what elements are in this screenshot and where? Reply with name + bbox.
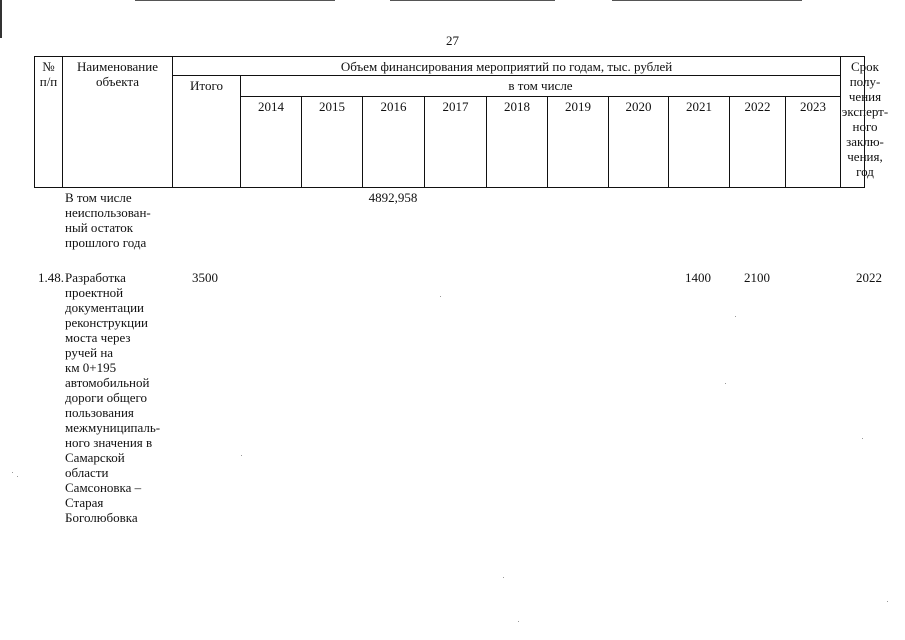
scan-noise — [503, 577, 504, 578]
header-year: 2015 — [319, 99, 345, 114]
scan-noise — [518, 621, 519, 622]
header-including: в том числе — [508, 78, 573, 93]
scan-noise — [241, 455, 242, 456]
header-year: 2019 — [565, 99, 591, 114]
scan-edge-line — [135, 0, 335, 1]
header-year: 2022 — [744, 99, 771, 114]
row-value-2016: 4892,958 — [368, 190, 418, 205]
header-year: 2020 — [625, 99, 652, 114]
header-deadline: Срок полу- чения эксперт- ного заклю- чения, год — [841, 59, 889, 179]
scan-noise — [17, 476, 18, 477]
row-name: Разработка проектной документации реконструкции моста через ручей на км 0+195 автомобильной дороги общего пользования межмуниципаль- ного значения в Самарской области Самсоновка – Старая Боголюбовка — [65, 270, 161, 525]
scan-edge-line — [612, 0, 802, 1]
scan-edge-line — [390, 0, 555, 1]
header-year: 2016 — [380, 99, 407, 114]
header-name: Наименование объекта — [77, 59, 158, 89]
header-year: 2017 — [442, 99, 469, 114]
page-number: 27 — [446, 33, 459, 48]
header-num: № п/п — [39, 59, 58, 89]
scan-noise — [735, 316, 736, 317]
header-year: 2018 — [504, 99, 530, 114]
row-number: 1.48. — [38, 270, 64, 285]
scan-noise — [12, 472, 13, 473]
header-year: 2023 — [800, 99, 826, 114]
scan-noise — [862, 438, 863, 439]
column-divider — [172, 56, 173, 188]
header-total: Итого — [190, 78, 223, 93]
scan-noise — [725, 383, 726, 384]
table-top-border — [34, 56, 864, 57]
row-total: 3500 — [192, 270, 218, 285]
row-value-2021: 1400 — [685, 270, 711, 285]
row-name: В том числе неиспользован- ный остаток прошлого года — [65, 190, 151, 250]
row-value-2022: 2100 — [744, 270, 770, 285]
header-bottom-border — [34, 187, 864, 188]
header-volume: Объем финансирования мероприятий по годам, тыс. рублей — [340, 59, 673, 74]
header-year: 2021 — [686, 99, 712, 114]
header-rule — [240, 96, 840, 97]
row-deadline: 2022 — [856, 270, 882, 285]
scan-noise — [440, 296, 441, 297]
header-year: 2014 — [258, 99, 284, 114]
header-rule — [172, 75, 840, 76]
scan-noise — [887, 601, 888, 602]
